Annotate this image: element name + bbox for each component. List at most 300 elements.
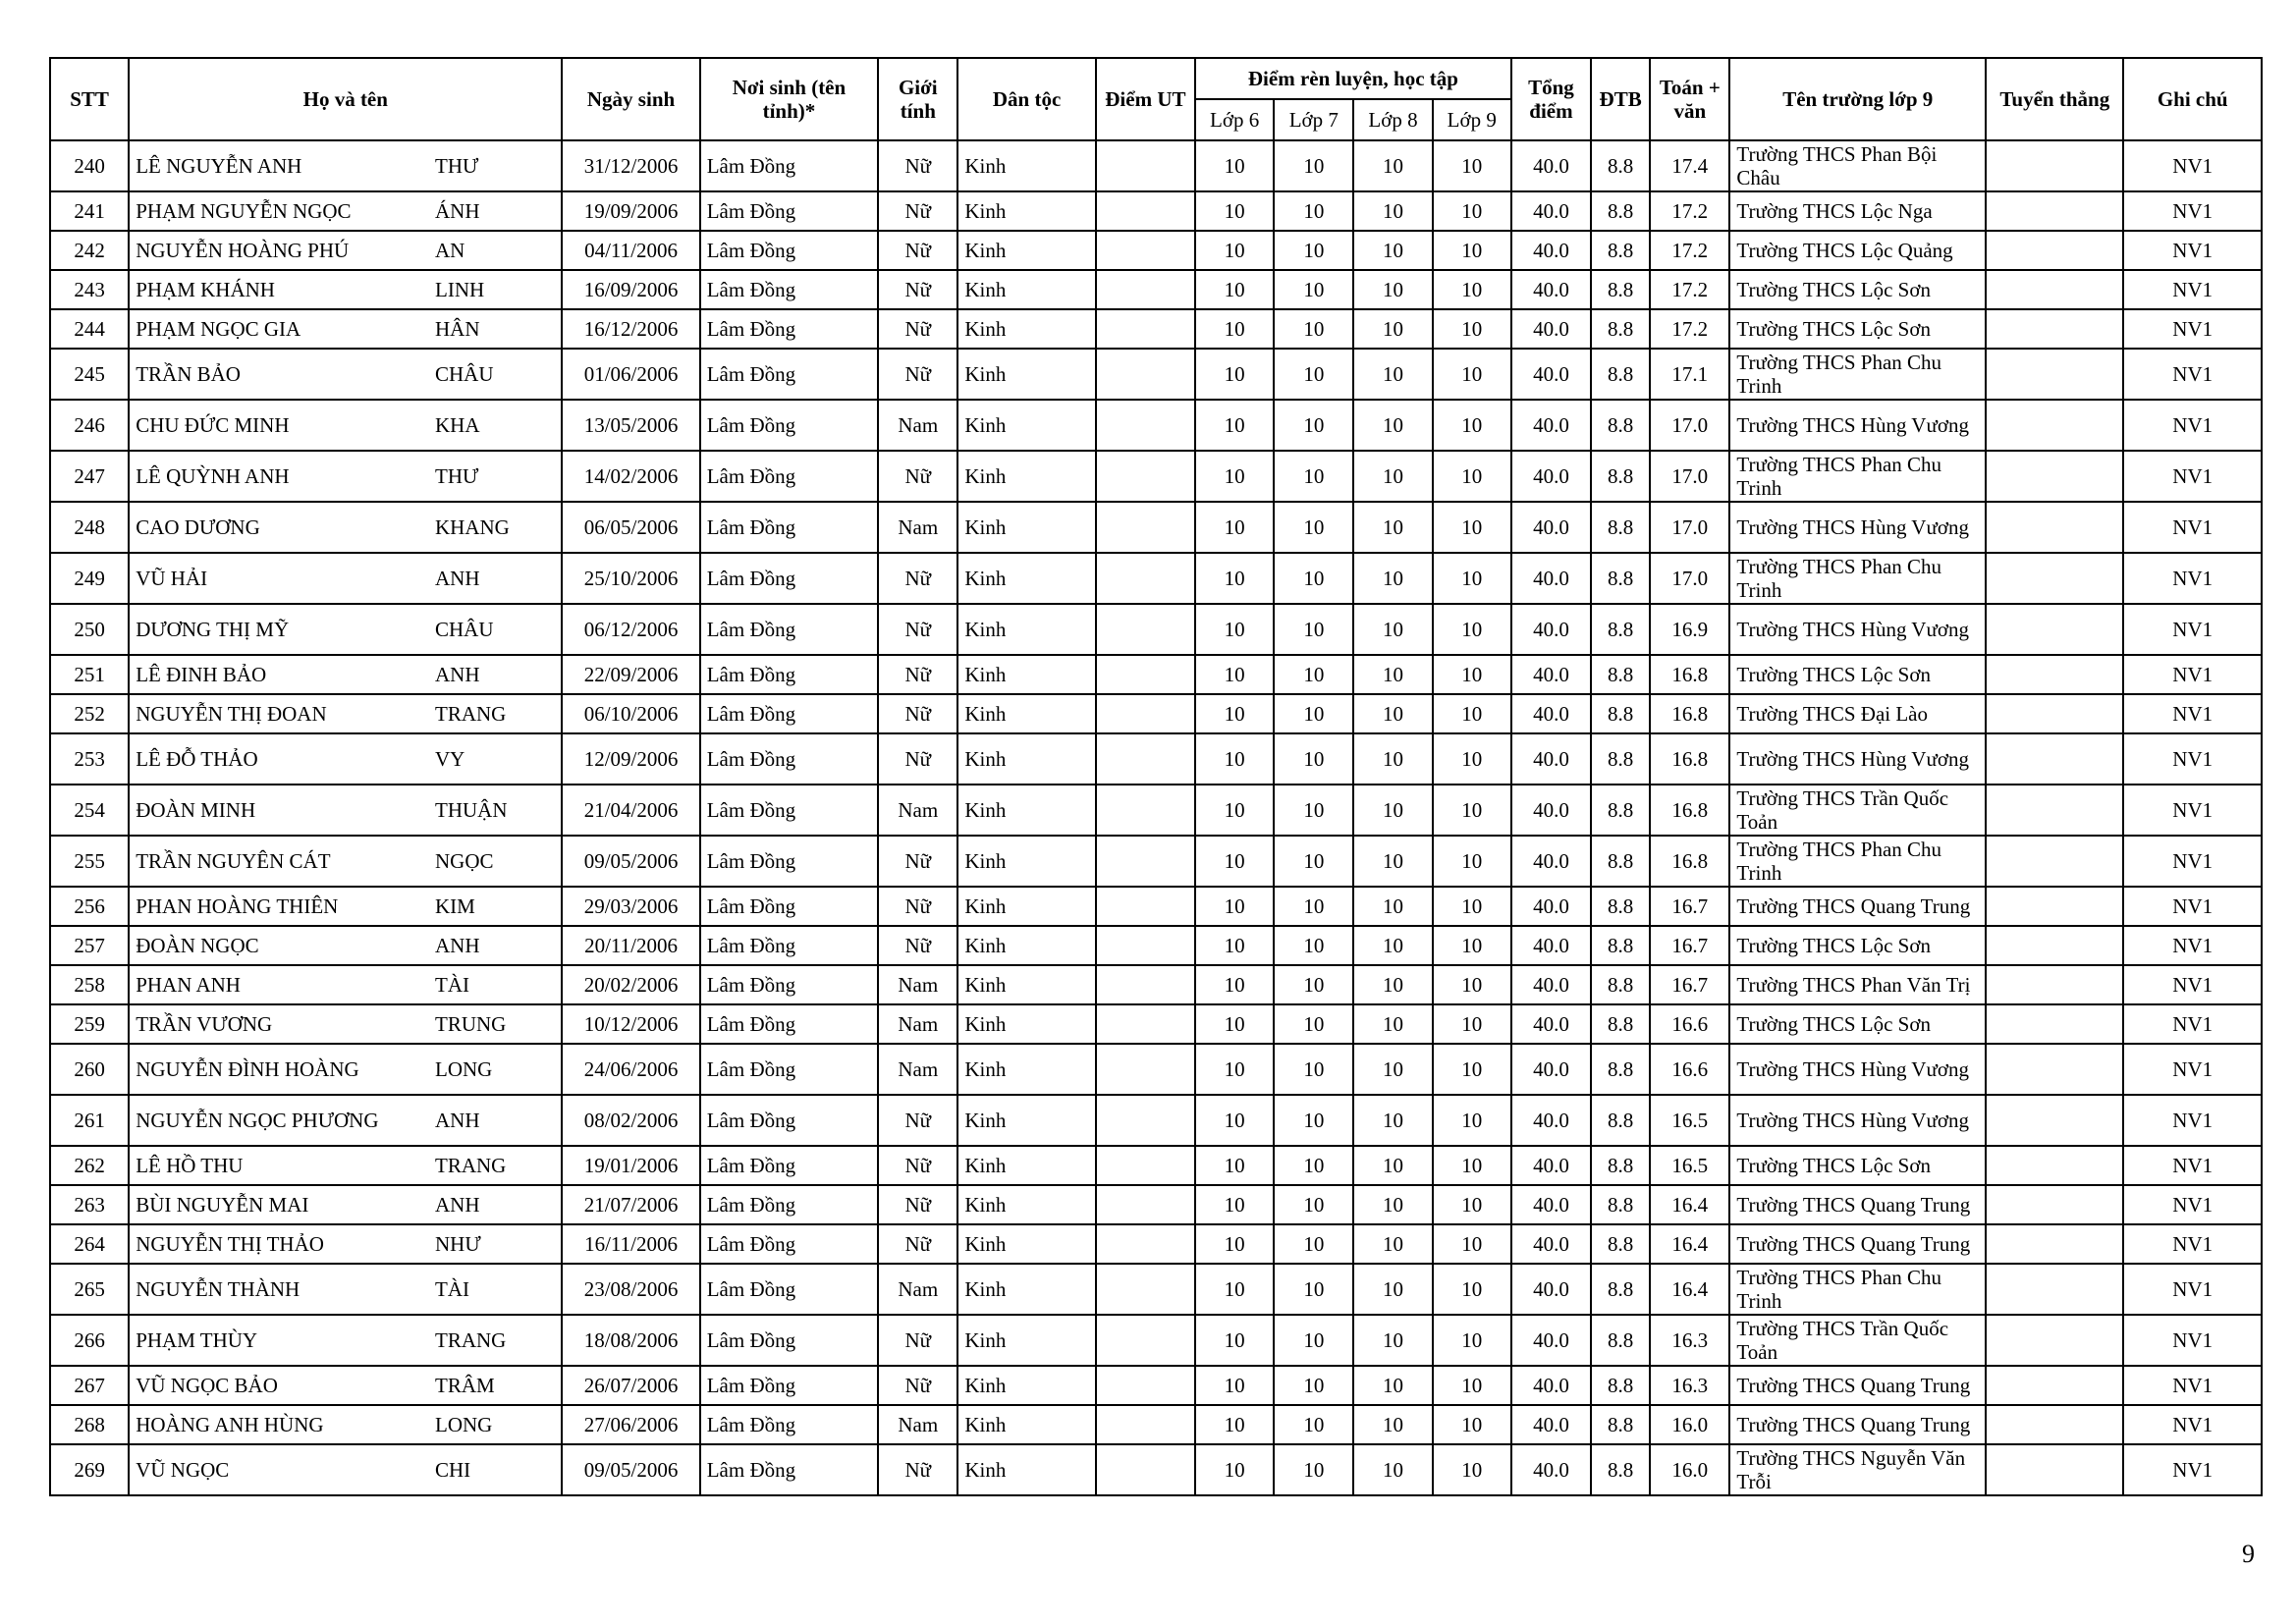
- direct-admission-cell: [1986, 1185, 2123, 1224]
- birthplace-cell: Lâm Đồng: [700, 1405, 878, 1444]
- gender-cell: Nữ: [878, 231, 957, 270]
- priority-points-cell: [1096, 309, 1195, 349]
- grade-9-score-cell: 10: [1433, 1444, 1511, 1495]
- grade-8-score-cell: 10: [1353, 1004, 1432, 1044]
- date-of-birth-cell: 26/07/2006: [562, 1366, 699, 1405]
- direct-admission-cell: [1986, 836, 2123, 887]
- priority-points-cell: [1096, 887, 1195, 926]
- given-name-cell: LONG: [429, 1044, 562, 1095]
- note-cell: NV1: [2123, 553, 2262, 604]
- given-name-cell: TRUNG: [429, 1004, 562, 1044]
- surname-middle-name-cell: NGUYỄN HOÀNG PHÚ: [129, 231, 429, 270]
- average-score-cell: 8.8: [1591, 887, 1650, 926]
- total-score-cell: 40.0: [1511, 1264, 1591, 1315]
- date-of-birth-cell: 14/02/2006: [562, 451, 699, 502]
- gender-cell: Nam: [878, 502, 957, 553]
- average-score-cell: 8.8: [1591, 694, 1650, 733]
- grade-7-score-cell: 10: [1274, 553, 1353, 604]
- grade-9-score-cell: 10: [1433, 1366, 1511, 1405]
- given-name-cell: NGỌC: [429, 836, 562, 887]
- note-cell: NV1: [2123, 1444, 2262, 1495]
- ethnicity-cell: Kinh: [957, 1044, 1095, 1095]
- table-row: [50, 502, 2262, 553]
- header-grade-8: Lớp 8: [1353, 99, 1432, 140]
- ethnicity-cell: Kinh: [957, 231, 1095, 270]
- grade9-school-cell: Trường THCS Phan Chu Trinh: [1729, 349, 1986, 400]
- gender-cell: Nữ: [878, 553, 957, 604]
- gender-cell: Nữ: [878, 926, 957, 965]
- average-score-cell: 8.8: [1591, 1405, 1650, 1444]
- gender-cell: Nữ: [878, 1444, 957, 1495]
- birthplace-cell: Lâm Đồng: [700, 1185, 878, 1224]
- note-cell: NV1: [2123, 926, 2262, 965]
- ethnicity-cell: Kinh: [957, 1405, 1095, 1444]
- given-name-cell: KHA: [429, 400, 562, 451]
- row-number-cell: 250: [50, 604, 129, 655]
- priority-points-cell: [1096, 1224, 1195, 1264]
- math-literature-score-cell: 16.7: [1650, 887, 1729, 926]
- note-cell: NV1: [2123, 733, 2262, 785]
- math-literature-score-cell: 16.0: [1650, 1444, 1729, 1495]
- math-literature-score-cell: 17.0: [1650, 451, 1729, 502]
- ethnicity-cell: Kinh: [957, 694, 1095, 733]
- given-name-cell: NHƯ: [429, 1224, 562, 1264]
- grade-6-score-cell: 10: [1195, 887, 1274, 926]
- grade-8-score-cell: 10: [1353, 309, 1432, 349]
- priority-points-cell: [1096, 1264, 1195, 1315]
- note-cell: NV1: [2123, 191, 2262, 231]
- math-literature-score-cell: 16.7: [1650, 965, 1729, 1004]
- table-row: [50, 1146, 2262, 1185]
- grade-9-score-cell: 10: [1433, 502, 1511, 553]
- ethnicity-cell: Kinh: [957, 1185, 1095, 1224]
- given-name-cell: LONG: [429, 1405, 562, 1444]
- birthplace-cell: Lâm Đồng: [700, 1146, 878, 1185]
- row-number-cell: 254: [50, 785, 129, 836]
- given-name-cell: HÂN: [429, 309, 562, 349]
- grade-9-score-cell: 10: [1433, 1095, 1511, 1146]
- direct-admission-cell: [1986, 1444, 2123, 1495]
- math-literature-score-cell: 16.5: [1650, 1146, 1729, 1185]
- surname-middle-name-cell: PHẠM THÙY: [129, 1315, 429, 1366]
- direct-admission-cell: [1986, 1366, 2123, 1405]
- grade-7-score-cell: 10: [1274, 1044, 1353, 1095]
- direct-admission-cell: [1986, 191, 2123, 231]
- gender-cell: Nữ: [878, 270, 957, 309]
- grade9-school-cell: Trường THCS Lộc Quảng: [1729, 231, 1986, 270]
- priority-points-cell: [1096, 400, 1195, 451]
- surname-middle-name-cell: LÊ QUỲNH ANH: [129, 451, 429, 502]
- ethnicity-cell: Kinh: [957, 733, 1095, 785]
- total-score-cell: 40.0: [1511, 309, 1591, 349]
- grade9-school-cell: Trường THCS Hùng Vương: [1729, 1044, 1986, 1095]
- grade-9-score-cell: 10: [1433, 1004, 1511, 1044]
- grade-8-score-cell: 10: [1353, 502, 1432, 553]
- direct-admission-cell: [1986, 231, 2123, 270]
- direct-admission-cell: [1986, 1224, 2123, 1264]
- ethnicity-cell: Kinh: [957, 191, 1095, 231]
- gender-cell: Nữ: [878, 604, 957, 655]
- math-literature-score-cell: 17.4: [1650, 140, 1729, 191]
- priority-points-cell: [1096, 553, 1195, 604]
- grade-6-score-cell: 10: [1195, 1405, 1274, 1444]
- total-score-cell: 40.0: [1511, 836, 1591, 887]
- grade-6-score-cell: 10: [1195, 309, 1274, 349]
- grade-7-score-cell: 10: [1274, 604, 1353, 655]
- grade-9-score-cell: 10: [1433, 836, 1511, 887]
- math-literature-score-cell: 16.3: [1650, 1315, 1729, 1366]
- given-name-cell: CHÂU: [429, 349, 562, 400]
- birthplace-cell: Lâm Đồng: [700, 965, 878, 1004]
- gender-cell: Nữ: [878, 836, 957, 887]
- math-literature-score-cell: 16.4: [1650, 1185, 1729, 1224]
- gender-cell: Nữ: [878, 1224, 957, 1264]
- grade-7-score-cell: 10: [1274, 191, 1353, 231]
- grade-7-score-cell: 10: [1274, 1444, 1353, 1495]
- grade-6-score-cell: 10: [1195, 502, 1274, 553]
- grade-8-score-cell: 10: [1353, 1146, 1432, 1185]
- birthplace-cell: Lâm Đồng: [700, 1095, 878, 1146]
- note-cell: NV1: [2123, 231, 2262, 270]
- grade-8-score-cell: 10: [1353, 191, 1432, 231]
- birthplace-cell: Lâm Đồng: [700, 655, 878, 694]
- total-score-cell: 40.0: [1511, 887, 1591, 926]
- ethnicity-cell: Kinh: [957, 1315, 1095, 1366]
- grade-8-score-cell: 10: [1353, 604, 1432, 655]
- grade-9-score-cell: 10: [1433, 694, 1511, 733]
- total-score-cell: 40.0: [1511, 1185, 1591, 1224]
- grade-9-score-cell: 10: [1433, 965, 1511, 1004]
- total-score-cell: 40.0: [1511, 400, 1591, 451]
- grade9-school-cell: Trường THCS Hùng Vương: [1729, 604, 1986, 655]
- date-of-birth-cell: 19/09/2006: [562, 191, 699, 231]
- table-header: [50, 58, 2262, 140]
- surname-middle-name-cell: ĐOÀN NGỌC: [129, 926, 429, 965]
- table-row: [50, 191, 2262, 231]
- given-name-cell: ANH: [429, 1185, 562, 1224]
- grade-6-score-cell: 10: [1195, 926, 1274, 965]
- priority-points-cell: [1096, 502, 1195, 553]
- grade-7-score-cell: 10: [1274, 502, 1353, 553]
- total-score-cell: 40.0: [1511, 1095, 1591, 1146]
- grade9-school-cell: Trường THCS Trần Quốc Toản: [1729, 1315, 1986, 1366]
- direct-admission-cell: [1986, 926, 2123, 965]
- date-of-birth-cell: 08/02/2006: [562, 1095, 699, 1146]
- average-score-cell: 8.8: [1591, 1095, 1650, 1146]
- average-score-cell: 8.8: [1591, 1044, 1650, 1095]
- grade-7-score-cell: 10: [1274, 309, 1353, 349]
- priority-points-cell: [1096, 1405, 1195, 1444]
- grade-8-score-cell: 10: [1353, 733, 1432, 785]
- grade9-school-cell: Trường THCS Phan Văn Trị: [1729, 965, 1986, 1004]
- grade-6-score-cell: 10: [1195, 1004, 1274, 1044]
- grade-9-score-cell: 10: [1433, 1224, 1511, 1264]
- average-score-cell: 8.8: [1591, 140, 1650, 191]
- grade-7-score-cell: 10: [1274, 694, 1353, 733]
- grade-9-score-cell: 10: [1433, 349, 1511, 400]
- surname-middle-name-cell: TRẦN VƯƠNG: [129, 1004, 429, 1044]
- grade-7-score-cell: 10: [1274, 1264, 1353, 1315]
- birthplace-cell: Lâm Đồng: [700, 349, 878, 400]
- total-score-cell: 40.0: [1511, 1224, 1591, 1264]
- direct-admission-cell: [1986, 733, 2123, 785]
- table-row: [50, 887, 2262, 926]
- priority-points-cell: [1096, 1315, 1195, 1366]
- math-literature-score-cell: 16.3: [1650, 1366, 1729, 1405]
- grade9-school-cell: Trường THCS Quang Trung: [1729, 1224, 1986, 1264]
- grade-8-score-cell: 10: [1353, 655, 1432, 694]
- direct-admission-cell: [1986, 553, 2123, 604]
- priority-points-cell: [1096, 1146, 1195, 1185]
- gender-cell: Nữ: [878, 1366, 957, 1405]
- average-score-cell: 8.8: [1591, 655, 1650, 694]
- row-number-cell: 245: [50, 349, 129, 400]
- average-score-cell: 8.8: [1591, 836, 1650, 887]
- grade-8-score-cell: 10: [1353, 400, 1432, 451]
- given-name-cell: CHÂU: [429, 604, 562, 655]
- grade-9-score-cell: 10: [1433, 400, 1511, 451]
- grade-8-score-cell: 10: [1353, 836, 1432, 887]
- surname-middle-name-cell: HOÀNG ANH HÙNG: [129, 1405, 429, 1444]
- grade9-school-cell: Trường THCS Lộc Sơn: [1729, 309, 1986, 349]
- surname-middle-name-cell: BÙI NGUYỄN MAI: [129, 1185, 429, 1224]
- header-total-score: Tổng điểm: [1511, 58, 1591, 140]
- direct-admission-cell: [1986, 270, 2123, 309]
- priority-points-cell: [1096, 836, 1195, 887]
- note-cell: NV1: [2123, 1095, 2262, 1146]
- given-name-cell: KIM: [429, 887, 562, 926]
- date-of-birth-cell: 23/08/2006: [562, 1264, 699, 1315]
- date-of-birth-cell: 04/11/2006: [562, 231, 699, 270]
- grade-8-score-cell: 10: [1353, 887, 1432, 926]
- row-number-cell: 246: [50, 400, 129, 451]
- header-gender: Giới tính: [878, 58, 957, 140]
- date-of-birth-cell: 06/05/2006: [562, 502, 699, 553]
- grade-9-score-cell: 10: [1433, 655, 1511, 694]
- grade-8-score-cell: 10: [1353, 1366, 1432, 1405]
- direct-admission-cell: [1986, 451, 2123, 502]
- math-literature-score-cell: 17.2: [1650, 191, 1729, 231]
- priority-points-cell: [1096, 1444, 1195, 1495]
- priority-points-cell: [1096, 965, 1195, 1004]
- table-row: [50, 451, 2262, 502]
- row-number-cell: 262: [50, 1146, 129, 1185]
- total-score-cell: 40.0: [1511, 231, 1591, 270]
- grade9-school-cell: Trường THCS Phan Bội Châu: [1729, 140, 1986, 191]
- date-of-birth-cell: 20/11/2006: [562, 926, 699, 965]
- table-row: [50, 1185, 2262, 1224]
- row-number-cell: 264: [50, 1224, 129, 1264]
- math-literature-score-cell: 17.0: [1650, 502, 1729, 553]
- direct-admission-cell: [1986, 887, 2123, 926]
- grade-8-score-cell: 10: [1353, 270, 1432, 309]
- grade9-school-cell: Trường THCS Trần Quốc Toản: [1729, 785, 1986, 836]
- birthplace-cell: Lâm Đồng: [700, 604, 878, 655]
- date-of-birth-cell: 10/12/2006: [562, 1004, 699, 1044]
- date-of-birth-cell: 12/09/2006: [562, 733, 699, 785]
- direct-admission-cell: [1986, 309, 2123, 349]
- grade-6-score-cell: 10: [1195, 1044, 1274, 1095]
- surname-middle-name-cell: PHAN HOÀNG THIÊN: [129, 887, 429, 926]
- direct-admission-cell: [1986, 1405, 2123, 1444]
- math-literature-score-cell: 17.1: [1650, 349, 1729, 400]
- math-literature-score-cell: 16.7: [1650, 926, 1729, 965]
- note-cell: NV1: [2123, 785, 2262, 836]
- birthplace-cell: Lâm Đồng: [700, 1224, 878, 1264]
- average-score-cell: 8.8: [1591, 1264, 1650, 1315]
- birthplace-cell: Lâm Đồng: [700, 1004, 878, 1044]
- date-of-birth-cell: 16/12/2006: [562, 309, 699, 349]
- direct-admission-cell: [1986, 1264, 2123, 1315]
- total-score-cell: 40.0: [1511, 733, 1591, 785]
- total-score-cell: 40.0: [1511, 191, 1591, 231]
- total-score-cell: 40.0: [1511, 502, 1591, 553]
- given-name-cell: THƯ: [429, 140, 562, 191]
- grade-7-score-cell: 10: [1274, 400, 1353, 451]
- gender-cell: Nữ: [878, 191, 957, 231]
- header-math-literature: Toán + văn: [1650, 58, 1729, 140]
- note-cell: NV1: [2123, 1405, 2262, 1444]
- priority-points-cell: [1096, 231, 1195, 270]
- average-score-cell: 8.8: [1591, 502, 1650, 553]
- date-of-birth-cell: 01/06/2006: [562, 349, 699, 400]
- grade-6-score-cell: 10: [1195, 694, 1274, 733]
- row-number-cell: 249: [50, 553, 129, 604]
- row-number-cell: 247: [50, 451, 129, 502]
- birthplace-cell: Lâm Đồng: [700, 887, 878, 926]
- average-score-cell: 8.8: [1591, 553, 1650, 604]
- average-score-cell: 8.8: [1591, 733, 1650, 785]
- row-number-cell: 267: [50, 1366, 129, 1405]
- row-number-cell: 259: [50, 1004, 129, 1044]
- note-cell: NV1: [2123, 140, 2262, 191]
- row-number-cell: 252: [50, 694, 129, 733]
- grade-9-score-cell: 10: [1433, 1405, 1511, 1444]
- date-of-birth-cell: 13/05/2006: [562, 400, 699, 451]
- row-number-cell: 257: [50, 926, 129, 965]
- grade-9-score-cell: 10: [1433, 451, 1511, 502]
- date-of-birth-cell: 09/05/2006: [562, 836, 699, 887]
- grade-7-score-cell: 10: [1274, 965, 1353, 1004]
- average-score-cell: 8.8: [1591, 1315, 1650, 1366]
- direct-admission-cell: [1986, 785, 2123, 836]
- given-name-cell: KHANG: [429, 502, 562, 553]
- gender-cell: Nữ: [878, 1185, 957, 1224]
- ethnicity-cell: Kinh: [957, 965, 1095, 1004]
- table-row: [50, 965, 2262, 1004]
- surname-middle-name-cell: VŨ NGỌC: [129, 1444, 429, 1495]
- math-literature-score-cell: 16.8: [1650, 694, 1729, 733]
- total-score-cell: 40.0: [1511, 965, 1591, 1004]
- gender-cell: Nữ: [878, 1146, 957, 1185]
- surname-middle-name-cell: ĐOÀN MINH: [129, 785, 429, 836]
- grade-7-score-cell: 10: [1274, 1004, 1353, 1044]
- birthplace-cell: Lâm Đồng: [700, 270, 878, 309]
- total-score-cell: 40.0: [1511, 694, 1591, 733]
- ethnicity-cell: Kinh: [957, 1444, 1095, 1495]
- priority-points-cell: [1096, 1366, 1195, 1405]
- average-score-cell: 8.8: [1591, 785, 1650, 836]
- grade9-school-cell: Trường THCS Hùng Vương: [1729, 400, 1986, 451]
- grade-8-score-cell: 10: [1353, 1405, 1432, 1444]
- grade9-school-cell: Trường THCS Đại Lào: [1729, 694, 1986, 733]
- given-name-cell: ANH: [429, 1095, 562, 1146]
- average-score-cell: 8.8: [1591, 270, 1650, 309]
- total-score-cell: 40.0: [1511, 1315, 1591, 1366]
- priority-points-cell: [1096, 604, 1195, 655]
- gender-cell: Nữ: [878, 1095, 957, 1146]
- surname-middle-name-cell: CHU ĐỨC MINH: [129, 400, 429, 451]
- given-name-cell: THƯ: [429, 451, 562, 502]
- grade-9-score-cell: 10: [1433, 604, 1511, 655]
- row-number-cell: 258: [50, 965, 129, 1004]
- grade-6-score-cell: 10: [1195, 785, 1274, 836]
- grade9-school-cell: Trường THCS Hùng Vương: [1729, 502, 1986, 553]
- grade-8-score-cell: 10: [1353, 1185, 1432, 1224]
- given-name-cell: TRÂM: [429, 1366, 562, 1405]
- note-cell: NV1: [2123, 1004, 2262, 1044]
- ethnicity-cell: Kinh: [957, 400, 1095, 451]
- grade-6-score-cell: 10: [1195, 1444, 1274, 1495]
- given-name-cell: AN: [429, 231, 562, 270]
- table-row: [50, 655, 2262, 694]
- grade-8-score-cell: 10: [1353, 926, 1432, 965]
- average-score-cell: 8.8: [1591, 309, 1650, 349]
- grade-6-score-cell: 10: [1195, 836, 1274, 887]
- table-row: [50, 1444, 2262, 1495]
- grade9-school-cell: Trường THCS Phan Chu Trinh: [1729, 451, 1986, 502]
- grade-7-score-cell: 10: [1274, 1224, 1353, 1264]
- date-of-birth-cell: 20/02/2006: [562, 965, 699, 1004]
- birthplace-cell: Lâm Đồng: [700, 140, 878, 191]
- table-row: [50, 140, 2262, 191]
- grade-6-score-cell: 10: [1195, 231, 1274, 270]
- total-score-cell: 40.0: [1511, 785, 1591, 836]
- grade-6-score-cell: 10: [1195, 191, 1274, 231]
- ethnicity-cell: Kinh: [957, 140, 1095, 191]
- grade9-school-cell: Trường THCS Phan Chu Trinh: [1729, 1264, 1986, 1315]
- ethnicity-cell: Kinh: [957, 309, 1095, 349]
- grade-6-score-cell: 10: [1195, 1224, 1274, 1264]
- priority-points-cell: [1096, 694, 1195, 733]
- grade-7-score-cell: 10: [1274, 655, 1353, 694]
- note-cell: NV1: [2123, 604, 2262, 655]
- date-of-birth-cell: 21/04/2006: [562, 785, 699, 836]
- date-of-birth-cell: 27/06/2006: [562, 1405, 699, 1444]
- surname-middle-name-cell: LÊ ĐINH BẢO: [129, 655, 429, 694]
- note-cell: NV1: [2123, 1264, 2262, 1315]
- math-literature-score-cell: 16.9: [1650, 604, 1729, 655]
- grade-6-score-cell: 10: [1195, 1185, 1274, 1224]
- grade-8-score-cell: 10: [1353, 451, 1432, 502]
- header-date-of-birth: Ngày sinh: [562, 58, 699, 140]
- table-row: [50, 400, 2262, 451]
- grade-8-score-cell: 10: [1353, 140, 1432, 191]
- average-score-cell: 8.8: [1591, 926, 1650, 965]
- total-score-cell: 40.0: [1511, 1405, 1591, 1444]
- grade-6-score-cell: 10: [1195, 604, 1274, 655]
- grade9-school-cell: Trường THCS Lộc Sơn: [1729, 655, 1986, 694]
- average-score-cell: 8.8: [1591, 1146, 1650, 1185]
- row-number-cell: 266: [50, 1315, 129, 1366]
- grade-7-score-cell: 10: [1274, 270, 1353, 309]
- direct-admission-cell: [1986, 604, 2123, 655]
- page-number: 9: [2242, 1540, 2255, 1568]
- priority-points-cell: [1096, 451, 1195, 502]
- header-direct-admission: Tuyển thẳng: [1986, 58, 2123, 140]
- surname-middle-name-cell: DƯƠNG THỊ MỸ: [129, 604, 429, 655]
- table-row: [50, 1095, 2262, 1146]
